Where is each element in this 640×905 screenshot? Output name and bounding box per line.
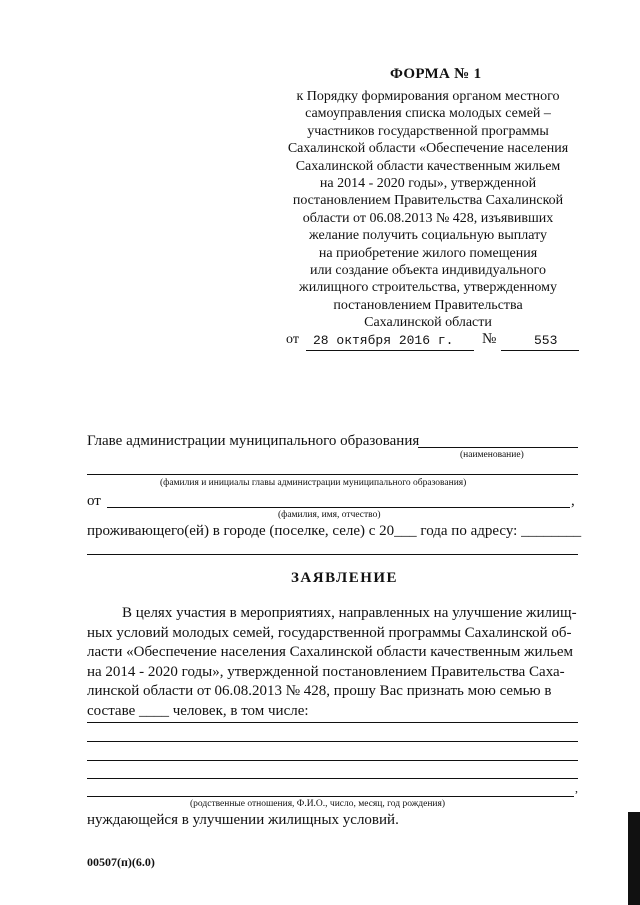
header-line: участников государственной программы: [307, 123, 549, 139]
form-title: ФОРМА № 1: [390, 66, 482, 82]
statement-line: В целях участия в мероприятиях, направленных на улучшение жилищ-: [122, 605, 577, 621]
applicant-name-field: [107, 507, 570, 508]
header-line: на приобретение жилого помещения: [318, 245, 538, 261]
order-number-label: №: [482, 331, 497, 347]
header-line: жилищного строительства, утвержденному: [299, 280, 557, 296]
form-code: 00507(п)(6.0): [87, 855, 155, 869]
family-member-line: [87, 741, 578, 742]
family-comma: ,: [575, 781, 578, 795]
address-field: [87, 554, 578, 555]
statement-line: на 2014 - 2020 годы», утвержденной постановлением Правительства Саха-: [87, 663, 565, 680]
order-from-label: от: [286, 332, 299, 347]
family-member-line: [87, 796, 574, 797]
statement-line: составе ____ человек, в том числе:: [87, 702, 309, 719]
order-number-value: 553: [534, 333, 558, 348]
header-line: постановлением Правительства: [333, 297, 523, 313]
statement-line: линской области от 06.08.2013 № 428, прошу Вас признать мою семью в: [87, 683, 552, 699]
statement-heading: ЗАЯВЛЕНИЕ: [291, 570, 399, 586]
family-member-line: [87, 778, 578, 779]
header-line: Сахалинской области «Обеспечение населения: [287, 141, 569, 157]
header-line: к Порядку формирования органом местного: [296, 89, 560, 104]
header-line: Сахалинской области: [364, 315, 492, 331]
applicant-comma: ,: [571, 493, 575, 509]
order-date-value: 28 октября 2016 г.: [313, 333, 454, 348]
header-line: желание получить социальную выплату: [308, 228, 548, 244]
order-number-underline: [501, 350, 579, 351]
head-name-caption: (фамилия и инициалы главы администрации муниципального образования): [160, 478, 467, 488]
municipality-name-caption: (наименование): [460, 450, 524, 460]
municipality-name-field: [418, 447, 578, 448]
header-line: самоуправления списка молодых семей –: [305, 106, 551, 122]
statement-line: ласти «Обеспечение населения Сахалинской области качественным жильем: [87, 644, 574, 660]
family-caption: (родственные отношения, Ф.И.О., число, месяц, год рождения): [190, 799, 446, 809]
applicant-name-caption: (фамилия, имя, отчество): [278, 510, 381, 520]
head-name-field: [87, 474, 578, 475]
scan-edge-bar: [628, 812, 640, 905]
form-annex-header: [268, 88, 588, 332]
addressee-label: Главе администрации муниципального образования: [87, 433, 420, 449]
applicant-from-label: от: [87, 493, 101, 509]
header-line: или создание объекта индивидуального: [309, 263, 547, 279]
order-date-underline: [306, 350, 474, 351]
header-line: области от 06.08.2013 № 428, изъявивших: [302, 210, 554, 226]
header-line: постановлением Правительства Сахалинской: [292, 193, 564, 209]
statement-line: ных условий молодых семей, государственной программы Сахалинской об-: [87, 624, 572, 641]
header-line: на 2014 - 2020 годы», утвержденной: [319, 176, 537, 192]
family-member-line: [87, 760, 578, 761]
residence-text: проживающего(ей) в городе (поселке, селе) с 20___ года по адресу: ________: [87, 523, 582, 539]
order-date-row: [286, 332, 299, 348]
family-member-line: [87, 722, 578, 723]
header-line: Сахалинской области качественным жильем: [295, 158, 561, 174]
closing-text: нуждающейся в улучшении жилищных условий.: [87, 812, 399, 828]
statement-paragraph: [87, 604, 584, 721]
